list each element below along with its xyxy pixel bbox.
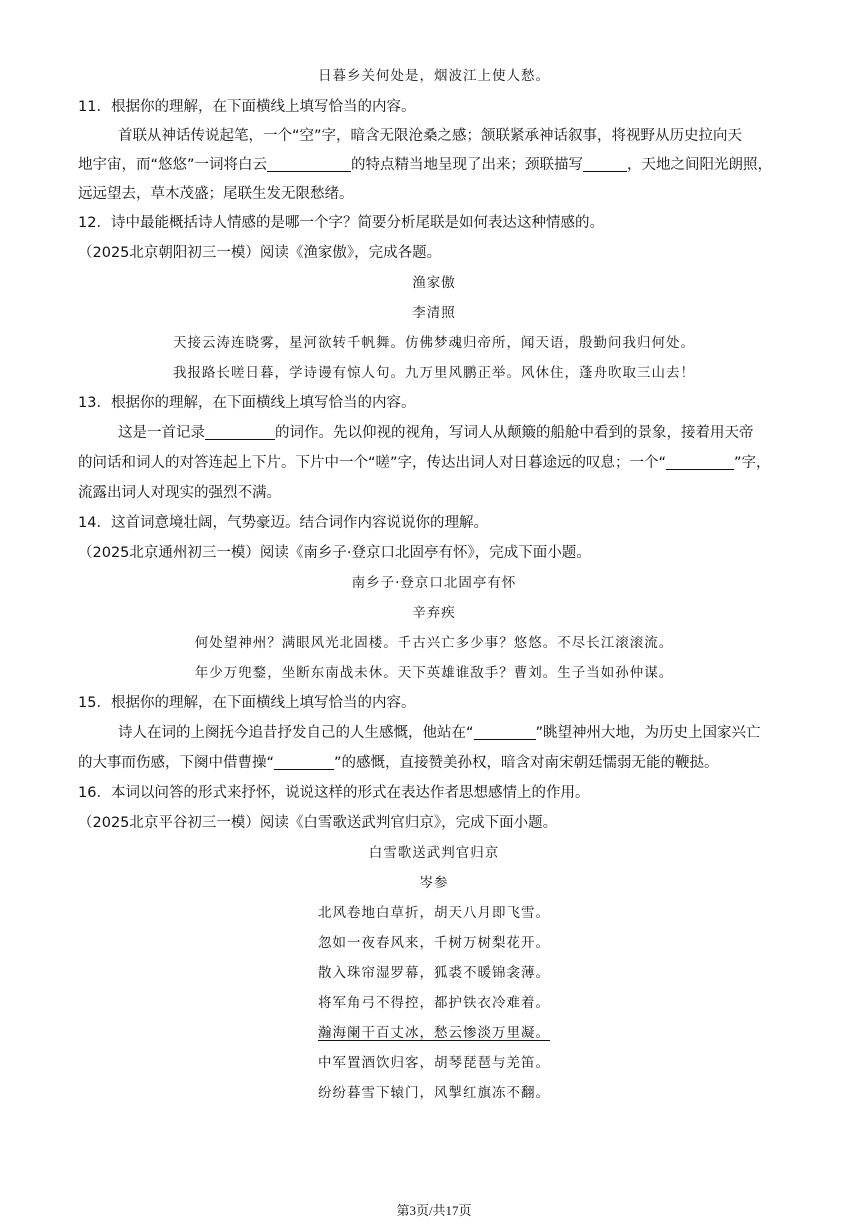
poem-line: 散入珠帘湿罗幕，狐裘不暖锦衾薄。 (318, 965, 550, 981)
poem-line: 何处望神州？满眼风光北固楼。千古兴亡多少事？悠悠。不尽长江滚滚流。 (194, 635, 674, 651)
answer-blank[interactable] (666, 454, 734, 470)
poem-line: 北风卷地白草折，胡天八月即飞雪。 (318, 905, 550, 921)
poem-line: 年少万兜鍪，坐断东南战未休。天下英雄谁敌手？曹刘。生子当如孙仲谋。 (194, 665, 674, 681)
text-segment: 的词作。先以仰视的视角，写词人从颠簸的船舱中看到的景象，接着用天帝 (275, 425, 754, 441)
poem-title: 白雪歌送武判官归京 (368, 845, 500, 861)
question-12: 12．诗中最能概括诗人情感的是哪一个字？简要分析尾联是如何表达这种情感的。 (78, 215, 604, 231)
poem-author: 李清照 (412, 305, 456, 321)
text-segment: 的问话和词人的对答连起上下片。下片中一个“嗟”字，传达出词人对日暮途远的叹息；一个“ (78, 455, 667, 471)
paragraph-line (78, 155, 772, 175)
question-14: 14．这首词意境壮阔，气势豪迈。结合词作内容说说你的理解。 (78, 515, 488, 531)
answer-blank[interactable] (583, 156, 627, 172)
poem-line: 我报路长嗟日暮，学诗谩有惊人句。九万里风鹏正举。风休住，蓬舟吹取三山去！ (173, 365, 695, 381)
paragraph-line: 首联从神话传说起笔，一个“空”字，暗含无限沧桑之感；颔联紧承神话叙事，将视野从历史拉向天 (118, 128, 743, 144)
text-segment: ”眺望神州大地，为历史上国家兴亡 (535, 725, 761, 741)
paragraph-line (78, 753, 719, 773)
reading-intro: （2025北京朝阳初三一模）阅读《渔家傲》，完成各题。 (78, 245, 442, 261)
answer-blank[interactable] (267, 156, 351, 172)
text-segment: 诗人在词的上阕抚今追昔抒发自己的人生感慨，他站在“ (118, 725, 474, 741)
poem-line (0, 1023, 868, 1043)
text-segment: ，天地之间阳光朗照， (627, 157, 773, 173)
poem-line: 日暮乡关何处是，烟波江上使人愁。 (318, 68, 550, 84)
text-segment: 的大事而伤感，下阕中借曹操“ (78, 755, 275, 771)
poem-line: 忽如一夜春风来，千树万树梨花开。 (318, 935, 550, 951)
answer-blank[interactable] (205, 424, 275, 440)
poem-line: 天接云涛连晓雾，星河欲转千帆舞。仿佛梦魂归帝所，闻天语，殷勤问我归何处。 (173, 335, 695, 351)
poem-title: 渔家傲 (412, 275, 456, 291)
paragraph-line (118, 723, 761, 743)
answer-blank[interactable] (274, 754, 334, 770)
poem-author: 辛弃疾 (412, 605, 456, 621)
poem-author: 岑参 (419, 875, 449, 891)
poem-line: 中军置酒饮归客，胡琴琵琶与羌笛。 (318, 1055, 550, 1071)
paragraph-line (118, 423, 754, 443)
text-segment: 的特点精当地呈现了出来；颈联描写 (351, 157, 584, 173)
text-segment: ”字， (734, 455, 771, 471)
answer-blank[interactable] (474, 724, 536, 740)
poem-line: 将军角弓不得控，都护铁衣冷难着。 (318, 995, 550, 1011)
reading-intro: （2025北京通州初三一模）阅读《南乡子·登京口北固亭有怀》，完成下面小题。 (78, 545, 591, 561)
question-15: 15．根据你的理解，在下面横线上填写恰当的内容。 (78, 695, 416, 711)
poem-line: 纷纷暮雪下辕门，风掣红旗冻不翻。 (318, 1085, 550, 1101)
underlined-poem-line: 瀚海阑干百丈冰，愁云惨淡万里凝。 (318, 1025, 550, 1041)
question-13: 13．根据你的理解，在下面横线上填写恰当的内容。 (78, 395, 416, 411)
question-16: 16．本词以问答的形式来抒怀，说说这样的形式在表达作者思想感情上的作用。 (78, 785, 590, 801)
page-number: 第3页/共17页 (396, 1203, 472, 1218)
text-segment: 这是一首记录 (118, 425, 205, 441)
paragraph-line (78, 453, 771, 473)
poem-title: 南乡子·登京口北固亭有怀 (351, 575, 517, 591)
paragraph-line: 流露出词人对现实的强烈不满。 (78, 485, 281, 501)
paragraph-line: 远远望去，草木茂盛；尾联生发无限愁绪。 (78, 186, 354, 202)
question-11: 11．根据你的理解，在下面横线上填写恰当的内容。 (78, 99, 416, 115)
reading-intro: （2025北京平谷初三一模）阅读《白雪歌送武判官归京》，完成下面小题。 (78, 815, 558, 831)
text-segment: 地宇宙，而“悠悠”一词将白云 (78, 157, 268, 173)
text-segment: ”的感慨，直接赞美孙权，暗含对南宋朝廷懦弱无能的鞭挞。 (334, 755, 719, 771)
